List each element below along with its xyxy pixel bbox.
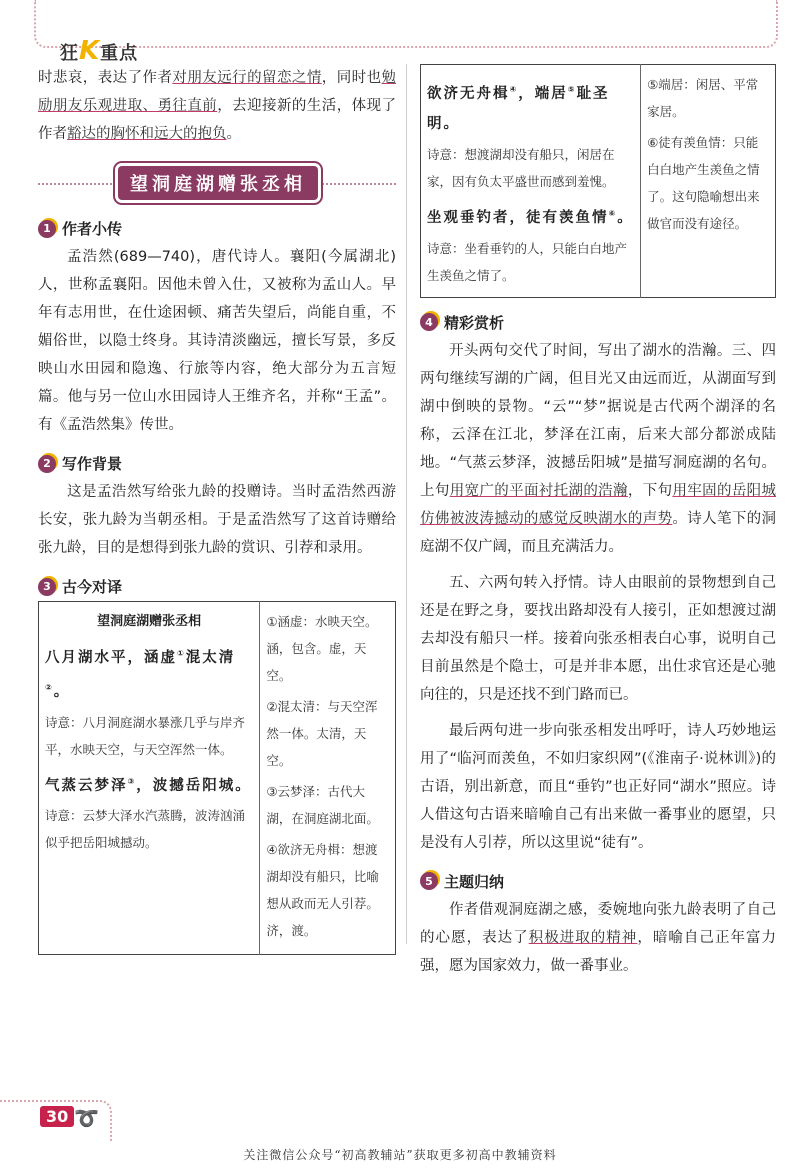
footnote-mark: ② — [45, 682, 54, 692]
poem-cell — [39, 602, 260, 955]
section-title: 主题归纳 — [444, 872, 505, 891]
poem-banner — [38, 164, 396, 204]
analysis-highlight: 用牢固的岳阳城仿佛被波涛撼动的感觉反映湖水的声势 — [420, 482, 777, 527]
analysis-text: ，下句 — [627, 482, 673, 499]
poem-meaning-1: 诗意：八月洞庭湖水暴涨几乎与岸齐平，水映天空，与天空浑然一体。 — [45, 714, 246, 757]
poem-line-text: ，端居 — [518, 85, 568, 102]
analysis-highlight: 用宽广的平面衬托湖的浩瀚 — [449, 482, 628, 499]
translation-table-left — [38, 601, 396, 955]
logo-k: K — [79, 36, 101, 66]
header-logo — [60, 36, 138, 66]
note-item: ①涵虚：水映天空。涵，包含。虚，天空。 — [266, 614, 378, 683]
section-title: 写作背景 — [62, 455, 123, 473]
theme-highlight: 积极进取的精神 — [528, 929, 638, 946]
swirl-ornament-icon: ➰ — [74, 1106, 99, 1130]
banner-title: 望洞庭湖赠张丞相 — [118, 166, 318, 200]
section-header-1 — [38, 218, 396, 239]
column-divider — [406, 64, 407, 944]
top-dotted-frame — [34, 0, 778, 48]
poem-line-text: 耻圣明。 — [427, 85, 610, 132]
analysis-text: 。诗人笔下的洞庭湖不仅广阔，而且充满活力。 — [420, 510, 777, 555]
intro-highlight-3: 勉励朋友乐观进取、勇往直前 — [38, 70, 397, 114]
poem-line-text: 欲济无舟楫 — [427, 85, 510, 102]
section-header-3 — [38, 576, 396, 597]
footnote-mark: ⑥ — [608, 208, 618, 218]
poem-line-1 — [45, 639, 253, 707]
section-number-badge: 3 — [38, 578, 56, 596]
poem-line-2 — [45, 767, 253, 801]
section-number-badge: 4 — [420, 313, 438, 331]
section-header-2 — [38, 453, 396, 474]
analysis-text: 开头两句交代了时间，写出了湖水的浩瀚。三、四两句继续写湖的广阔，但目光又由远而近，从湖面写到湖中倒映的景物。“云”“梦”据说是古代两个湖泽的名称，云泽在江北，梦泽在江南，后来大部分都淤成陆地。“气蒸云梦泽，波撼岳阳城”是描写洞庭湖的名句。上句 — [420, 342, 776, 499]
footnote-mark: ④ — [509, 85, 519, 94]
section-header-4 — [420, 312, 776, 333]
footnote-mark: ③ — [127, 776, 137, 786]
intro-text-4: ，去迎接新的生活，体现了作者 — [38, 98, 397, 142]
poem-meaning-3: 诗意：想渡湖却没有船只，闲居在家，因有负太平盛世而感到羞愧。 — [427, 146, 615, 189]
theme-text: ，暗喻自己正年富力强，愿为国家效力，做一番事业。 — [420, 929, 777, 974]
intro-paragraph — [38, 64, 396, 148]
footer-note: 关注微信公众号“初高教辅站”获取更多初高中教辅资料 — [243, 1148, 557, 1162]
poem-line-text: 八月湖水平，涵虚 — [45, 649, 177, 666]
note-item: ⑤端居：闲居、平常家居。 — [647, 77, 759, 119]
translation-table-right — [420, 64, 776, 298]
notes-cell — [641, 65, 776, 298]
theme-text: 作者借观洞庭湖之感，委婉地向张九龄表明了自己的心愿，表达了 — [420, 901, 776, 946]
section-number-badge: 5 — [420, 872, 438, 890]
notes-cell — [260, 602, 396, 955]
right-column — [420, 64, 776, 988]
poem-cell — [421, 65, 641, 298]
left-column — [38, 64, 396, 955]
intro-text-0: 时悲哀，表达了作者 — [38, 70, 173, 86]
page-number: 30 — [40, 1106, 74, 1127]
poem-line-text: ，波撼岳阳城。 — [136, 777, 252, 794]
poem-line-text: 坐观垂钓者，徒有羡鱼情 — [427, 209, 609, 226]
logo-prefix: 狂 — [60, 43, 79, 64]
footnote-mark: ⑤ — [567, 85, 577, 94]
note-item: ⑥徒有羡鱼情：只能白白地产生羡鱼之情了。这句隐喻想出来做官而没有途径。 — [647, 135, 760, 231]
poem-line-text: 。 — [53, 683, 71, 700]
poem-line-text: 混太清 — [185, 649, 236, 666]
note-item: ④欲济无舟楫：想渡湖却没有船只，比喻想从政而无人引荐。济，渡。 — [266, 842, 379, 938]
footnote-mark: ① — [177, 649, 186, 658]
analysis-paragraph-3: 最后两句进一步向张丞相发出呼吁，诗人巧妙地运用了“临河而羡鱼，不如归家织网”(《淮南子·说林训》)的古语，别出新意，而且“垂钓”也正好同“湖水”照应。诗人借这句古语来暗喻自己有出来做一番事业的愿望，只是没有人引荐，所以这里说“徒有”。 — [420, 722, 776, 851]
section-title: 作者小传 — [62, 220, 123, 238]
note-item: ③云梦泽：古代大湖，在洞庭湖北面。 — [266, 784, 379, 826]
theme-paragraph — [420, 896, 776, 980]
poem-meaning-2: 诗意：云梦大泽水汽蒸腾，波涛汹涌似乎把岳阳城撼动。 — [45, 808, 246, 851]
analysis-paragraph-2: 五、六两句转入抒情。诗人由眼前的景物想到自己还是在野之身，要找出路却没有人接引，正如想渡过湖去却没有船只一样。接着向张丞相表白心事，说明自己目前虽然是个隐士，可是并非本愿，出仕求官还是心驰向往的，只是还找不到门路而已。 — [420, 574, 776, 703]
poem-line-text: 气蒸云梦泽 — [45, 777, 128, 794]
intro-highlight-5: 豁达的胸怀和远大的抱负 — [67, 126, 227, 142]
section-title: 精彩赏析 — [444, 313, 505, 332]
logo-suffix: 重点 — [100, 43, 139, 64]
section-header-5 — [420, 871, 776, 892]
poem-title: 望洞庭湖赠张丞相 — [97, 614, 202, 629]
intro-text-2: ，同时也 — [321, 70, 382, 86]
poem-line-text: 。 — [617, 209, 634, 226]
poem-meaning-4: 诗意：坐看垂钓的人，只能白白地产生羡鱼之情了。 — [427, 240, 628, 283]
poem-line-4 — [427, 199, 634, 233]
note-item: ②混太清：与天空浑然一体。太清，天空。 — [266, 699, 378, 768]
intro-highlight-1: 对朋友远行的留恋之情 — [172, 70, 322, 86]
poem-line-3 — [427, 75, 634, 139]
section-number-badge: 2 — [38, 455, 56, 473]
intro-text-6: 。 — [226, 126, 241, 142]
author-bio: 孟浩然(689—740)，唐代诗人。襄阳(今属湖北)人，世称孟襄阳。因他未曾入仕，又被称为孟山人。早年有志用世，在仕途困顿、痛苦失望后，尚能自重，不媚俗世，以隐士终身。其诗清淡幽远，擅长写景，多反映山水田园和隐逸、行旅等内容，绝大部分为五言短篇。他与另一位山水田园诗人王维齐名，并称“王孟”。有《孟浩然集》传世。 — [38, 249, 396, 433]
analysis-paragraph-1 — [420, 337, 776, 561]
background-text: 这是孟浩然写给张九龄的投赠诗。当时孟浩然西游长安，张九龄为当朝丞相。于是孟浩然写了这首诗赠给张九龄，目的是想得到张九龄的赏识、引荐和录用。 — [38, 484, 396, 556]
section-number-badge: 1 — [38, 220, 56, 238]
section-title: 古今对译 — [62, 578, 123, 596]
